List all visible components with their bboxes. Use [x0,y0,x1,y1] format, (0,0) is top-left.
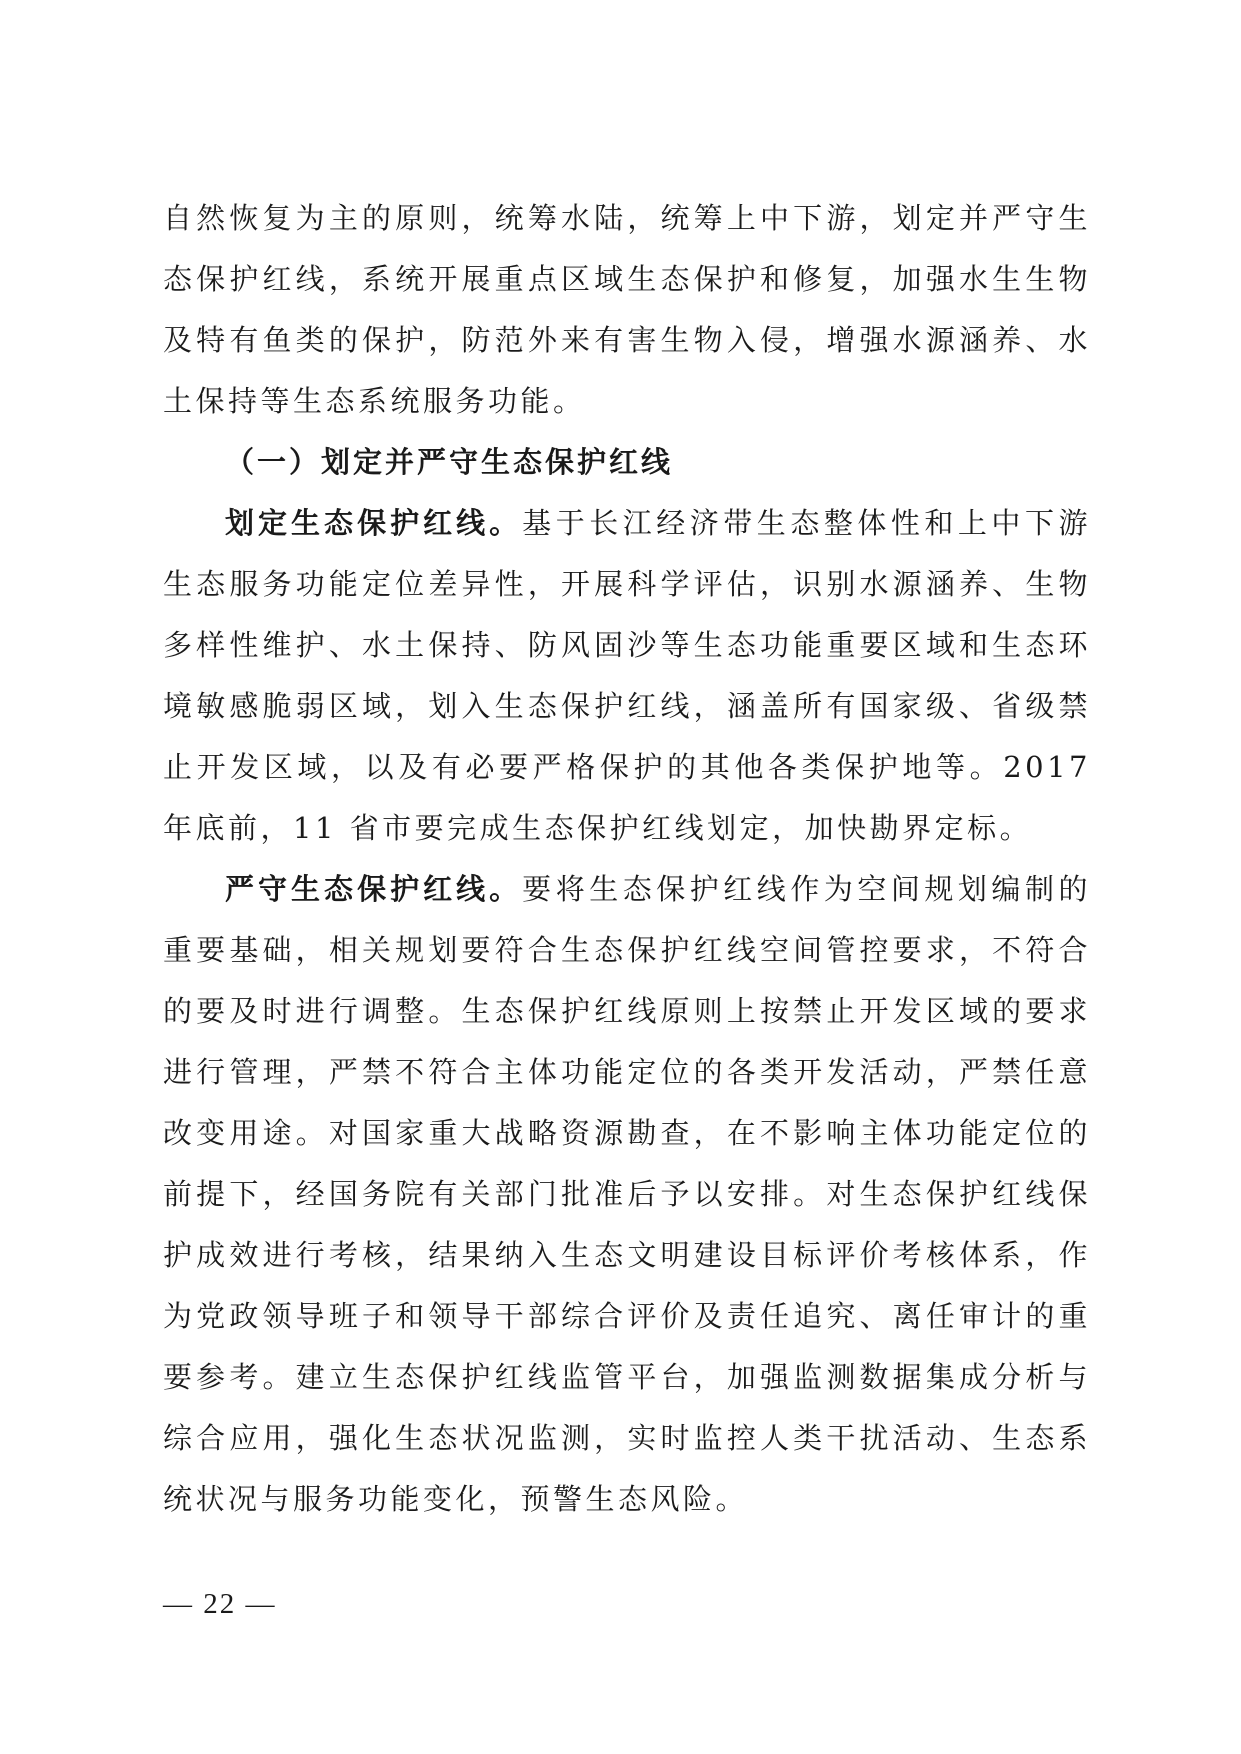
paragraph-strictly-guard-redline [163,859,1091,1530]
paragraph-delineate-redline [163,493,1091,859]
paragraph-lead-delineate: 划定生态保护红线。 [225,506,523,540]
page-number: — 22 — [163,1588,277,1620]
paragraph-text-delineate: 基于长江经济带生态整体性和上中下游生态服务功能定位差异性，开展科学评估，识别水源涵养、生物多样性维护、水土保持、防风固沙等生态功能重要区域和生态环境敏感脆弱区域，划入生态保护红线，涵盖所有国家级、省级禁止开发区域，以及有必要严格保护的其他各类保护地等。2017 年底前，11 省市要完成生态保护红线划定，加快勘界定标。 [163,506,1091,845]
paragraph-text-guard: 要将生态保护红线作为空间规划编制的重要基础，相关规划要符合生态保护红线空间管控要求，不符合的要及时进行调整。生态保护红线原则上按禁止开发区域的要求进行管理，严禁不符合主体功能定位的各类开发活动，严禁任意改变用途。对国家重大战略资源勘查，在不影响主体功能定位的前提下，经国务院有关部门批准后予以安排。对生态保护红线保护成效进行考核，结果纳入生态文明建设目标评价考核体系，作为党政领导班子和领导干部综合评价及责任追究、离任审计的重要参考。建立生态保护红线监管平台，加强监测数据集成分析与综合应用，强化生态状况监测，实时监控人类干扰活动、生态系统状况与服务功能变化，预警生态风险。 [163,872,1091,1516]
section-heading: （一）划定并严守生态保护红线 [225,445,674,479]
paragraph-intro-continuation: 自然恢复为主的原则，统筹水陆，统筹上中下游，划定并严守生态保护红线，系统开展重点区域生态保护和修复，加强水生生物及特有鱼类的保护，防范外来有害生物入侵，增强水源涵养、水土保持等生态系统服务功能。 [163,201,1091,418]
paragraph-lead-guard: 严守生态保护红线。 [225,872,523,906]
document-body [163,188,1091,1530]
